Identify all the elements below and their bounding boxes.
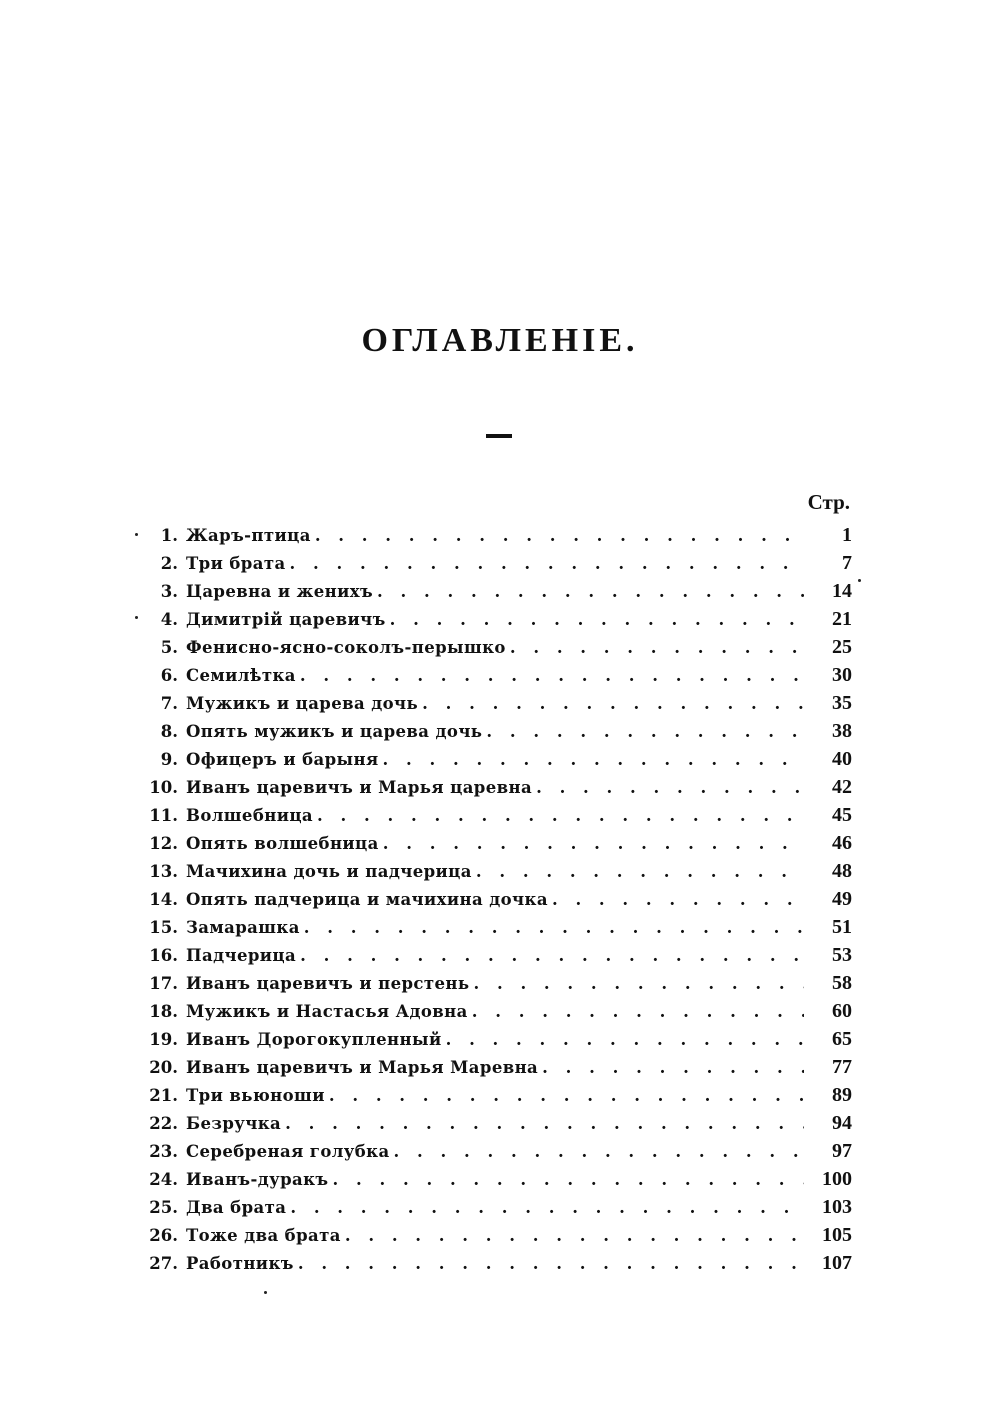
toc-entry-title: Иванъ Дорогокупленный — [186, 1030, 442, 1049]
dot-leader — [300, 942, 804, 970]
dot-leader — [446, 1026, 804, 1054]
toc-entry-title: Замарашка — [186, 918, 300, 937]
toc-entry-title: Царевна и женихъ — [186, 582, 373, 601]
toc-entry-page: 30 — [832, 664, 852, 686]
scan-speck — [858, 579, 861, 582]
toc-entry-page: 14 — [832, 580, 852, 602]
toc-entry-number: 1. — [160, 526, 178, 545]
toc-entry-title: Мачихина дочь и падчерица — [186, 862, 472, 881]
scan-speck — [264, 1291, 267, 1294]
toc-entry — [120, 689, 852, 717]
dot-leader — [329, 1082, 804, 1110]
toc-entry-number: 5. — [160, 638, 178, 657]
toc-entry-number: 15. — [149, 918, 178, 937]
toc-entry-title: Тоже два брата — [186, 1226, 341, 1245]
toc-entry-number: 23. — [149, 1142, 178, 1161]
toc-entry-number: 13. — [149, 862, 178, 881]
toc-entry-title: Димитрій царевичъ — [186, 610, 386, 629]
dot-leader — [298, 1250, 804, 1278]
toc-entry — [120, 913, 852, 941]
dot-leader — [510, 634, 804, 662]
toc-entry — [120, 997, 852, 1025]
toc-entry-number: 10. — [149, 778, 178, 797]
toc-entry-title: Иванъ царевичъ и Марья Маревна — [186, 1058, 539, 1077]
toc-entry-page: 49 — [832, 888, 852, 910]
dot-leader — [290, 1194, 804, 1222]
toc-entry-page: 53 — [832, 944, 852, 966]
toc-entry — [120, 521, 852, 549]
toc-entry-page: 77 — [832, 1056, 852, 1078]
toc-entry-number: 7. — [160, 694, 178, 713]
toc-entry-number: 6. — [160, 666, 178, 685]
toc-entry-page: 46 — [832, 832, 852, 854]
toc-entry-title: Иванъ царевичъ и перстень — [186, 974, 470, 993]
table-of-contents — [120, 521, 852, 1277]
toc-entry-page: 38 — [832, 720, 852, 742]
toc-entry-number: 14. — [149, 890, 178, 909]
toc-entry-title: Семилѣтка — [186, 666, 296, 685]
toc-entry-number: 2. — [160, 554, 178, 573]
dot-leader — [317, 802, 804, 830]
toc-entry-page: 45 — [832, 804, 852, 826]
toc-entry — [120, 1109, 852, 1137]
toc-entry-title: Мужикъ и Настасья Адовна — [186, 1002, 468, 1021]
toc-entry-number: 21. — [149, 1086, 178, 1105]
toc-entry — [120, 829, 852, 857]
toc-entry-title: Падчерица — [186, 946, 297, 965]
toc-entry-number: 9. — [160, 750, 178, 769]
toc-entry — [120, 1137, 852, 1165]
dot-leader — [476, 858, 804, 886]
dot-leader — [333, 1166, 805, 1194]
toc-entry-number: 11. — [149, 806, 178, 825]
dot-leader — [536, 774, 804, 802]
toc-entry-page: 100 — [822, 1168, 852, 1190]
toc-entry-title: Опять волшебница — [186, 834, 379, 853]
dot-leader — [472, 998, 804, 1026]
toc-entry-number: 26. — [149, 1226, 178, 1245]
toc-entry-number: 24. — [149, 1170, 178, 1189]
dot-leader — [285, 1110, 804, 1138]
dot-leader — [345, 1222, 804, 1250]
toc-entry — [120, 1193, 852, 1221]
toc-entry — [120, 577, 852, 605]
toc-entry-page: 21 — [832, 608, 852, 630]
toc-entry — [120, 1053, 852, 1081]
toc-entry-page: 48 — [832, 860, 852, 882]
dot-leader — [394, 1138, 804, 1166]
toc-entry-title: Опять падчерица и мачихина дочка — [186, 890, 548, 909]
dot-leader — [304, 914, 804, 942]
dot-leader — [290, 550, 804, 578]
toc-entry-title: Иванъ царевичъ и Марья царевна — [186, 778, 533, 797]
toc-entry — [120, 549, 852, 577]
toc-entry — [120, 857, 852, 885]
toc-entry-number: 19. — [149, 1030, 178, 1049]
toc-entry-page: 105 — [822, 1224, 852, 1246]
toc-entry-number: 27. — [149, 1254, 178, 1273]
toc-entry-title: Работникъ — [186, 1254, 294, 1273]
toc-entry — [120, 661, 852, 689]
dot-leader — [486, 718, 804, 746]
toc-entry-title: Три брата — [186, 554, 286, 573]
dot-leader — [552, 886, 804, 914]
toc-entry-title: Мужикъ и царева дочь — [186, 694, 419, 713]
dot-leader — [390, 606, 804, 634]
toc-entry — [120, 1165, 852, 1193]
toc-entry-title: Фенисно-ясно-соколъ-перышко — [186, 638, 506, 657]
toc-entry-title: Серебреная голубка — [186, 1142, 390, 1161]
toc-entry-page: 7 — [842, 552, 852, 574]
toc-entry-page: 42 — [832, 776, 852, 798]
toc-entry — [120, 885, 852, 913]
title-divider — [486, 434, 512, 438]
dot-leader — [383, 830, 804, 858]
toc-entry-number: 17. — [149, 974, 178, 993]
toc-entry — [120, 717, 852, 745]
toc-entry-number: 8. — [160, 722, 178, 741]
toc-entry-title: Офицеръ и барыня — [186, 750, 379, 769]
toc-entry-number: 3. — [160, 582, 178, 601]
toc-entry — [120, 1249, 852, 1277]
toc-entry — [120, 745, 852, 773]
toc-entry-title: Три вьюноши — [186, 1086, 325, 1105]
scan-speck — [135, 533, 138, 536]
toc-entry-title: Два брата — [186, 1198, 287, 1217]
toc-entry-title: Волшебница — [186, 806, 314, 825]
toc-entry-number: 12. — [149, 834, 178, 853]
scan-speck — [135, 616, 138, 619]
toc-entry — [120, 969, 852, 997]
toc-entry-title: Безручка — [186, 1114, 282, 1133]
toc-entry-page: 94 — [832, 1112, 852, 1134]
toc-entry — [120, 773, 852, 801]
toc-entry-number: 4. — [160, 610, 178, 629]
toc-entry-page: 60 — [832, 1000, 852, 1022]
dot-leader — [377, 578, 804, 606]
toc-entry — [120, 941, 852, 969]
toc-entry — [120, 1081, 852, 1109]
toc-entry-page: 1 — [842, 524, 852, 546]
toc-entry — [120, 1221, 852, 1249]
toc-entry — [120, 605, 852, 633]
toc-entry-page: 65 — [832, 1028, 852, 1050]
toc-entry-number: 16. — [149, 946, 178, 965]
toc-entry-page: 107 — [822, 1252, 852, 1274]
toc-entry-page: 103 — [822, 1196, 852, 1218]
toc-entry-page: 25 — [832, 636, 852, 658]
dot-leader — [315, 522, 804, 550]
toc-entry-page: 35 — [832, 692, 852, 714]
toc-entry-page: 97 — [832, 1140, 852, 1162]
toc-entry-number: 22. — [149, 1114, 178, 1133]
dot-leader — [300, 662, 804, 690]
dot-leader — [542, 1054, 804, 1082]
page-column-label: Стр. — [807, 490, 850, 514]
toc-entry — [120, 633, 852, 661]
dot-leader — [422, 690, 804, 718]
toc-entry — [120, 1025, 852, 1053]
toc-entry-page: 40 — [832, 748, 852, 770]
toc-entry-title: Жаръ-птица — [186, 526, 311, 545]
toc-entry-number: 25. — [149, 1198, 178, 1217]
dot-leader — [383, 746, 804, 774]
toc-entry-title: Опять мужикъ и царева дочь — [186, 722, 483, 741]
page-title: ОГЛАВЛЕНІЕ. — [361, 322, 639, 359]
toc-entry-number: 18. — [149, 1002, 178, 1021]
toc-entry — [120, 801, 852, 829]
toc-entry-page: 58 — [832, 972, 852, 994]
toc-entry-title: Иванъ-дуракъ — [186, 1170, 329, 1189]
toc-entry-page: 89 — [832, 1084, 852, 1106]
dot-leader — [473, 970, 804, 998]
toc-entry-number: 20. — [149, 1058, 178, 1077]
toc-entry-page: 51 — [832, 916, 852, 938]
